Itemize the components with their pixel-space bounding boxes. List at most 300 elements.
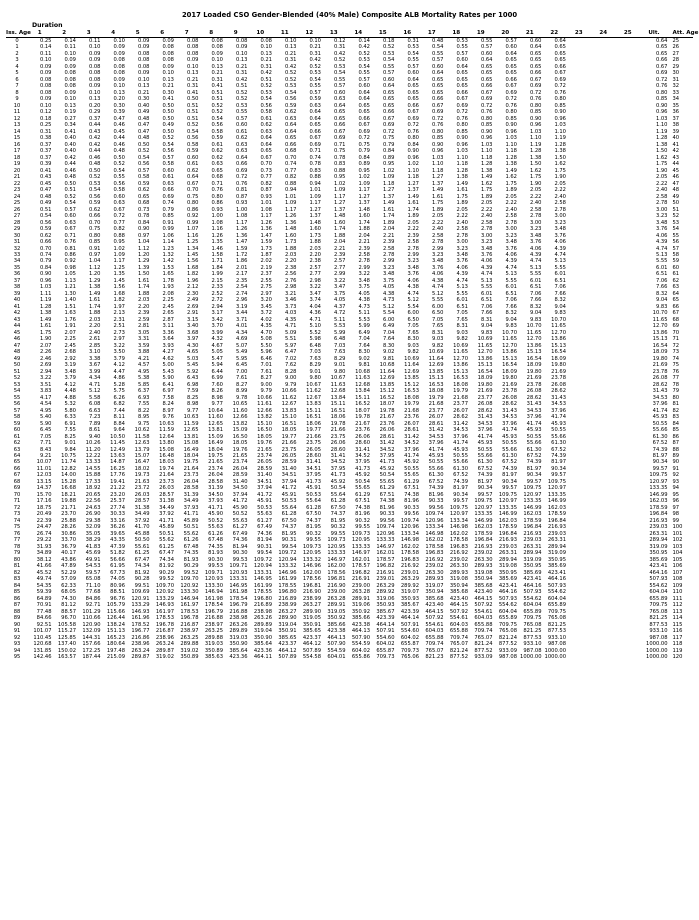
column-header: 23 — [574, 30, 583, 36]
rate-cell: 0.49 — [162, 122, 174, 129]
rate-cell: 0.65 — [309, 122, 321, 129]
rate-cell: 0.31 — [260, 63, 272, 70]
rate-cell: 0.08 — [88, 63, 101, 70]
rate-cell: 0.72 — [113, 213, 125, 220]
rate-cell: 13.81 — [208, 427, 223, 434]
rate-cell: 238.98 — [253, 608, 272, 615]
rate-cell: 0.85 — [505, 115, 517, 122]
issue-age-cell: 1 — [15, 44, 19, 51]
rate-cell: 877.52 — [449, 654, 468, 661]
rate-cell: 1000.00 — [544, 654, 566, 661]
rate-cell: 0.61 — [235, 128, 248, 135]
rate-cell: 765.07 — [425, 647, 444, 654]
rate-cell: 162.03 — [474, 524, 493, 531]
rate-cell: 19.77 — [281, 433, 297, 440]
rate-cell: 50.55 — [453, 453, 468, 459]
rate-cell: 2.98 — [309, 277, 321, 284]
rate-cell: 81.95 — [306, 524, 321, 531]
rate-cell: 350.93 — [400, 595, 419, 602]
rate-cell: 4.65 — [186, 349, 199, 356]
rate-cell: 99.54 — [257, 550, 272, 557]
rate-cell: 0.66 — [529, 70, 542, 77]
rate-cell: 5.38 — [137, 375, 150, 382]
rate-cell: 507.89 — [278, 654, 297, 661]
rate-cell: 2.99 — [382, 258, 395, 265]
rate-cell: 877.53 — [547, 628, 566, 635]
rate-cell: 1.20 — [137, 251, 150, 258]
rate-cell: 16.49 — [183, 446, 199, 453]
rate-cell: 0.41 — [162, 96, 174, 103]
rate-cell: 7.66 — [655, 284, 668, 291]
rate-cell: 2.05 — [554, 180, 566, 187]
rate-cell: 216.92 — [400, 563, 419, 570]
rate-cell: 987.08 — [523, 647, 542, 654]
rate-cell: 385.69 — [649, 556, 668, 563]
rate-cell: 51.82 — [110, 550, 125, 557]
rate-cell: 0.78 — [333, 154, 346, 161]
rate-cell: 99.52 — [183, 569, 199, 576]
rate-cell: 0.65 — [505, 63, 517, 70]
rate-cell: 1.09 — [333, 187, 346, 194]
rate-cell: 0.80 — [211, 193, 223, 200]
rate-cell: 146.96 — [278, 569, 297, 576]
rate-cell: 19.76 — [257, 440, 272, 447]
rate-cell: 16.47 — [134, 459, 150, 466]
rate-cell: 0.10 — [260, 44, 272, 51]
rate-cell: 13.85 — [379, 381, 395, 388]
rate-cell: 0.08 — [88, 70, 101, 77]
rate-cell: 80.96 — [110, 582, 125, 589]
rate-cell: 0.76 — [456, 115, 468, 122]
rate-cell: 0.92 — [186, 213, 199, 220]
column-header: 9 — [233, 30, 238, 36]
rate-cell: 41.71 — [159, 517, 174, 524]
rate-cell: 16.25 — [110, 465, 125, 472]
rate-cell: 0.08 — [186, 44, 199, 51]
rate-cell: 0.50 — [162, 115, 174, 122]
rate-cell: 18.06 — [306, 420, 321, 427]
rate-cell: 196.77 — [131, 628, 150, 635]
rate-cell: 41.66 — [36, 563, 52, 570]
rate-cell: 178.58 — [400, 550, 419, 557]
rate-cell: 54.35 — [36, 582, 52, 589]
rate-cell: 1.10 — [431, 161, 444, 168]
rate-cell: 3.68 — [186, 329, 199, 336]
rate-cell: 0.80 — [554, 96, 566, 103]
rate-cell: 67.52 — [652, 440, 668, 447]
rate-cell: 0.09 — [88, 83, 101, 90]
rate-cell: 197.48 — [106, 647, 125, 654]
rate-cell: 4.39 — [655, 239, 668, 246]
rate-cell: 216.90 — [302, 589, 321, 596]
rate-cell: 1.10 — [529, 135, 542, 142]
rate-cell: 2.49 — [186, 297, 199, 304]
rate-cell: 0.52 — [88, 174, 101, 181]
rate-cell: 0.53 — [333, 63, 346, 70]
rate-cell: 289.90 — [278, 615, 297, 622]
rate-cell: 16.68 — [61, 485, 76, 492]
rate-cell: 215.09 — [106, 654, 125, 661]
rate-cell: 50.51 — [159, 530, 174, 537]
rate-cell: 196.78 — [180, 615, 199, 622]
rate-cell: 8.98 — [211, 394, 223, 401]
rate-cell: 655.89 — [649, 595, 668, 602]
rate-cell: 90.28 — [134, 576, 150, 583]
rate-cell: 0.60 — [382, 76, 395, 83]
rate-cell: 0.85 — [480, 122, 493, 129]
rate-cell: 161.97 — [155, 608, 174, 615]
issue-age-cell: 55 — [13, 394, 21, 401]
rate-cell: 50.55 — [428, 459, 444, 466]
rate-cell: 2.26 — [39, 349, 52, 356]
rate-cell: 319.09 — [547, 550, 566, 557]
rate-cell: 20.65 — [85, 491, 101, 498]
rate-cell: 0.54 — [382, 57, 395, 64]
rate-cell: 2.58 — [655, 193, 668, 200]
rate-cell: 34.89 — [36, 550, 52, 557]
rate-cell: 1.01 — [284, 193, 297, 200]
rate-cell: 1.90 — [529, 180, 542, 187]
rate-cell: 61.28 — [330, 498, 346, 505]
rate-cell: 13.86 — [652, 329, 668, 336]
rate-cell: 16.54 — [477, 368, 493, 375]
rate-cell: 64.89 — [36, 595, 52, 602]
rate-cell: 26.06 — [379, 427, 395, 434]
rate-cell: 34.50 — [232, 485, 248, 492]
rate-cell: 120.96 — [400, 524, 419, 531]
issue-age-cell: 69 — [13, 485, 21, 492]
rate-cell: 99.55 — [355, 524, 370, 531]
attained-age-cell: 56 — [672, 239, 680, 246]
rate-cell: 507.93 — [498, 595, 517, 602]
rate-cell: 41.72 — [232, 498, 248, 505]
rate-cell: 0.65 — [333, 109, 346, 116]
rate-cell: 0.42 — [260, 70, 272, 77]
rate-cell: 0.94 — [284, 187, 297, 194]
rate-cell: 0.41 — [211, 83, 223, 90]
rate-cell: 74.05 — [110, 576, 125, 583]
rate-cell: 115.27 — [57, 628, 76, 635]
rate-cell: 0.69 — [333, 135, 346, 142]
rate-cell: 0.31 — [186, 83, 199, 90]
rate-cell: 1.53 — [162, 264, 174, 271]
rate-cell: 0.39 — [39, 161, 52, 168]
rate-cell: 423.38 — [327, 628, 346, 635]
rate-cell: 0.76 — [64, 239, 76, 246]
rate-cell: 3.72 — [260, 310, 272, 317]
rate-cell: 0.67 — [505, 83, 517, 90]
rate-cell: 4.06 — [554, 239, 566, 246]
rate-cell: 99.53 — [208, 563, 223, 570]
rate-cell: 0.78 — [137, 213, 150, 220]
rate-cell: 0.09 — [186, 57, 199, 64]
rate-cell: 0.56 — [162, 148, 174, 155]
rate-cell: 5.13 — [554, 258, 566, 265]
rate-cell: 6.00 — [382, 316, 395, 323]
rate-cell: 22.56 — [85, 498, 101, 505]
rate-cell: 0.21 — [284, 50, 297, 57]
rate-cell: 1.05 — [64, 271, 76, 278]
rate-cell: 1.75 — [480, 187, 493, 194]
rate-cell: 109.75 — [523, 485, 542, 492]
rate-cell: 0.52 — [309, 63, 321, 70]
rate-cell: 9.64 — [113, 427, 125, 434]
rate-cell: 3.47 — [309, 290, 321, 297]
rate-cell: 109.75 — [449, 504, 468, 511]
rate-cell: 90.34 — [453, 491, 468, 498]
rate-cell: 10.70 — [652, 310, 668, 317]
rate-cell: 28.57 — [134, 498, 150, 505]
rate-cell: 238.99 — [302, 595, 321, 602]
rate-cell: 319.08 — [474, 569, 493, 576]
rate-cell: 1.28 — [554, 141, 566, 148]
rate-cell: 1.12 — [137, 245, 150, 252]
issue-age-cell: 71 — [13, 498, 21, 505]
rate-cell: 28.26 — [61, 524, 76, 531]
rate-cell: 0.58 — [186, 141, 199, 148]
rate-cell: 0.64 — [333, 102, 346, 109]
rate-cell: 26.03 — [159, 485, 174, 492]
rate-cell: 8.61 — [88, 427, 101, 434]
rate-cell: 9.03 — [407, 342, 419, 349]
attained-age-cell: 73 — [672, 349, 680, 356]
rate-cell: 0.08 — [113, 70, 125, 77]
rate-cell: 9.00 — [260, 381, 272, 388]
attained-age-cell: 119 — [672, 647, 683, 654]
rate-cell: 0.75 — [88, 226, 101, 233]
rate-cell: 1.88 — [358, 226, 370, 233]
rate-cell: 385.69 — [547, 563, 566, 570]
rate-cell: 2.37 — [260, 271, 272, 278]
rate-cell: 238.96 — [131, 641, 150, 648]
rate-cell: 133.31 — [229, 576, 248, 583]
rate-cell: 74.38 — [379, 498, 395, 505]
rate-cell: 31.43 — [477, 414, 493, 421]
rate-cell: 655.87 — [400, 641, 419, 648]
issue-age-cell: 3 — [15, 57, 19, 64]
attained-age-cell: 45 — [672, 167, 680, 174]
attained-age-cell: 40 — [672, 135, 680, 142]
attained-age-cell: 111 — [672, 595, 683, 602]
rate-cell: 216.91 — [351, 576, 370, 583]
rate-cell: 0.54 — [162, 141, 174, 148]
rate-cell: 1.49 — [39, 316, 52, 323]
rate-cell: 105.79 — [106, 602, 125, 609]
rate-cell: 8.29 — [309, 362, 321, 369]
rate-cell: 3.47 — [333, 284, 346, 291]
rate-cell: 31.42 — [404, 433, 419, 440]
rate-cell: 263.31 — [649, 530, 668, 537]
rate-cell: 0.11 — [64, 44, 76, 51]
rate-cell: 0.72 — [235, 174, 248, 181]
rate-cell: 15.13 — [477, 362, 493, 369]
rate-cell: 10.64 — [208, 407, 223, 414]
rate-cell: 0.67 — [431, 102, 444, 109]
rate-cell: 12.65 — [208, 420, 223, 427]
rate-cell: 55.66 — [453, 459, 468, 466]
rate-cell: 84.66 — [36, 615, 52, 622]
rate-cell: 1.35 — [113, 271, 125, 278]
rate-cell: 1.29 — [88, 277, 101, 284]
rate-cell: 0.61 — [186, 161, 199, 168]
rate-cell: 238.99 — [278, 602, 297, 609]
rate-cell: 2.22 — [407, 226, 419, 233]
attained-age-cell: 113 — [672, 608, 683, 615]
rate-cell: 0.69 — [407, 115, 419, 122]
rate-cell: 0.65 — [431, 76, 444, 83]
rate-cell: 0.56 — [260, 102, 272, 109]
rate-cell: 9.83 — [505, 323, 517, 330]
rate-cell: 41.70 — [134, 524, 150, 531]
rate-cell: 8.32 — [655, 290, 668, 297]
rate-cell: 0.08 — [162, 50, 174, 57]
rate-cell: 0.19 — [64, 109, 76, 116]
rate-cell: 1.61 — [39, 323, 52, 330]
rate-cell: 8.30 — [358, 349, 370, 356]
rate-cell: 216.91 — [376, 569, 395, 576]
rate-cell: 23.72 — [134, 485, 150, 492]
rate-cell: 34.51 — [281, 472, 297, 479]
rate-cell: 71.10 — [85, 582, 101, 589]
rate-cell: 4.39 — [554, 245, 566, 252]
rate-cell: 18.07 — [379, 401, 395, 408]
rate-cell: 0.62 — [260, 122, 272, 129]
attained-age-cell: 28 — [672, 57, 680, 64]
rate-cell: 1.96 — [186, 277, 199, 284]
rate-cell: 0.96 — [39, 277, 52, 284]
rate-cell: 0.11 — [39, 50, 52, 57]
rate-cell: 2.35 — [235, 277, 248, 284]
rate-cell: 15.28 — [61, 478, 76, 485]
rate-cell: 0.65 — [407, 83, 419, 90]
rate-cell: 2.01 — [235, 264, 248, 271]
rate-cell: 7.00 — [235, 368, 248, 375]
rate-cell: 0.90 — [39, 271, 52, 278]
rate-cell: 12.49 — [110, 446, 125, 453]
rate-cell: 28.62 — [453, 414, 468, 421]
rate-cell: 0.84 — [407, 141, 419, 148]
rate-cell: 5.09 — [284, 329, 297, 336]
rate-cell: 0.57 — [137, 167, 150, 174]
rate-cell: 5.55 — [554, 264, 566, 271]
rate-cell: 0.58 — [260, 109, 272, 116]
rate-cell: 1.88 — [88, 310, 101, 317]
rate-cell: 507.89 — [302, 647, 321, 654]
rate-cell: 6.48 — [309, 342, 321, 349]
attained-age-cell: 59 — [672, 258, 680, 265]
rate-cell: 41.71 — [208, 504, 223, 511]
rate-cell: 2.58 — [358, 251, 370, 258]
rate-cell: 1.91 — [64, 323, 76, 330]
rate-cell: 21.69 — [502, 381, 517, 388]
rate-cell: 350.89 — [204, 647, 223, 654]
rate-cell: 19.80 — [502, 375, 517, 382]
rate-cell: 8.31 — [480, 316, 493, 323]
rate-cell: 0.57 — [358, 76, 370, 83]
rate-cell: 263.26 — [229, 621, 248, 628]
attained-age-cell: 94 — [672, 485, 680, 492]
rate-cell: 8.28 — [284, 368, 297, 375]
rate-cell: 0.31 — [333, 44, 346, 51]
rate-cell: 5.03 — [186, 355, 199, 362]
rate-cell: 146.96 — [302, 563, 321, 570]
rate-cell: 0.65 — [655, 50, 668, 57]
rate-cell: 0.65 — [456, 83, 468, 90]
rate-cell: 146.98 — [449, 524, 468, 531]
rate-cell: 26.04 — [232, 465, 248, 472]
attained-age-cell: 90 — [672, 459, 680, 466]
rate-cell: 2.78 — [382, 251, 395, 258]
rate-cell: 81.92 — [134, 569, 150, 576]
rate-cell: 0.48 — [39, 193, 52, 200]
rate-cell: 10.69 — [453, 342, 468, 349]
rate-cell: 61.29 — [404, 478, 419, 485]
rate-cell: 28.62 — [652, 381, 668, 388]
rate-cell: 0.52 — [113, 161, 125, 168]
rate-cell: 99.57 — [652, 465, 668, 472]
rate-cell: 15.70 — [36, 491, 52, 498]
rate-cell: 21.64 — [183, 465, 199, 472]
rate-cell: 7.06 — [529, 290, 542, 297]
attained-age-cell: 26 — [672, 44, 680, 51]
rate-cell: 3.46 — [284, 297, 297, 304]
rate-cell: 1.03 — [554, 122, 566, 129]
rate-cell: 55.66 — [526, 440, 542, 447]
rate-cell: 0.53 — [260, 89, 272, 96]
rate-cell: 0.63 — [211, 161, 223, 168]
rate-cell: 16.50 — [232, 433, 248, 440]
rate-cell: 10.07 — [36, 459, 52, 466]
rate-cell: 132.09 — [82, 628, 101, 635]
rate-cell: 1.18 — [431, 167, 444, 174]
rate-cell: 0.66 — [431, 96, 444, 103]
rate-cell: 3.23 — [456, 245, 468, 252]
attained-age-cell: 67 — [672, 310, 680, 317]
rate-cell: 4.69 — [235, 336, 248, 343]
issue-age-cell: 83 — [13, 576, 21, 583]
rate-cell: 4.39 — [480, 264, 493, 271]
rate-cell: 1.56 — [186, 258, 199, 265]
rate-cell: 21.69 — [652, 362, 668, 369]
rate-cell: 0.41 — [186, 89, 199, 96]
rate-cell: 0.76 — [505, 102, 517, 109]
rate-cell: 1.88 — [333, 232, 346, 239]
rate-cell: 2.30 — [186, 290, 199, 297]
rate-cell: 23.77 — [428, 407, 444, 414]
rate-cell: 10.68 — [379, 362, 395, 369]
rate-cell: 54.53 — [85, 563, 101, 570]
rate-cell: 0.72 — [655, 76, 668, 83]
rate-cell: 109.75 — [474, 498, 493, 505]
rate-cell: 6.47 — [284, 349, 297, 356]
rate-cell: 507.93 — [649, 576, 668, 583]
rate-cell: 709.73 — [376, 654, 395, 661]
rate-cell: 289.87 — [155, 647, 174, 654]
rate-cell: 1.47 — [260, 232, 272, 239]
rate-cell: 1.20 — [88, 271, 101, 278]
attained-age-cell: 68 — [672, 316, 680, 323]
rate-cell: 10.63 — [159, 420, 174, 427]
rate-cell: 8.99 — [235, 388, 248, 395]
rate-cell: 5.13 — [505, 271, 517, 278]
rate-cell: 709.75 — [547, 608, 566, 615]
rate-cell: 604.03 — [425, 628, 444, 635]
rate-cell: 2.87 — [162, 316, 174, 323]
rate-cell: 350.91 — [302, 621, 321, 628]
rate-cell: 26.08 — [477, 401, 493, 408]
rate-cell: 1.37 — [309, 213, 321, 220]
rate-cell: 0.08 — [64, 76, 76, 83]
